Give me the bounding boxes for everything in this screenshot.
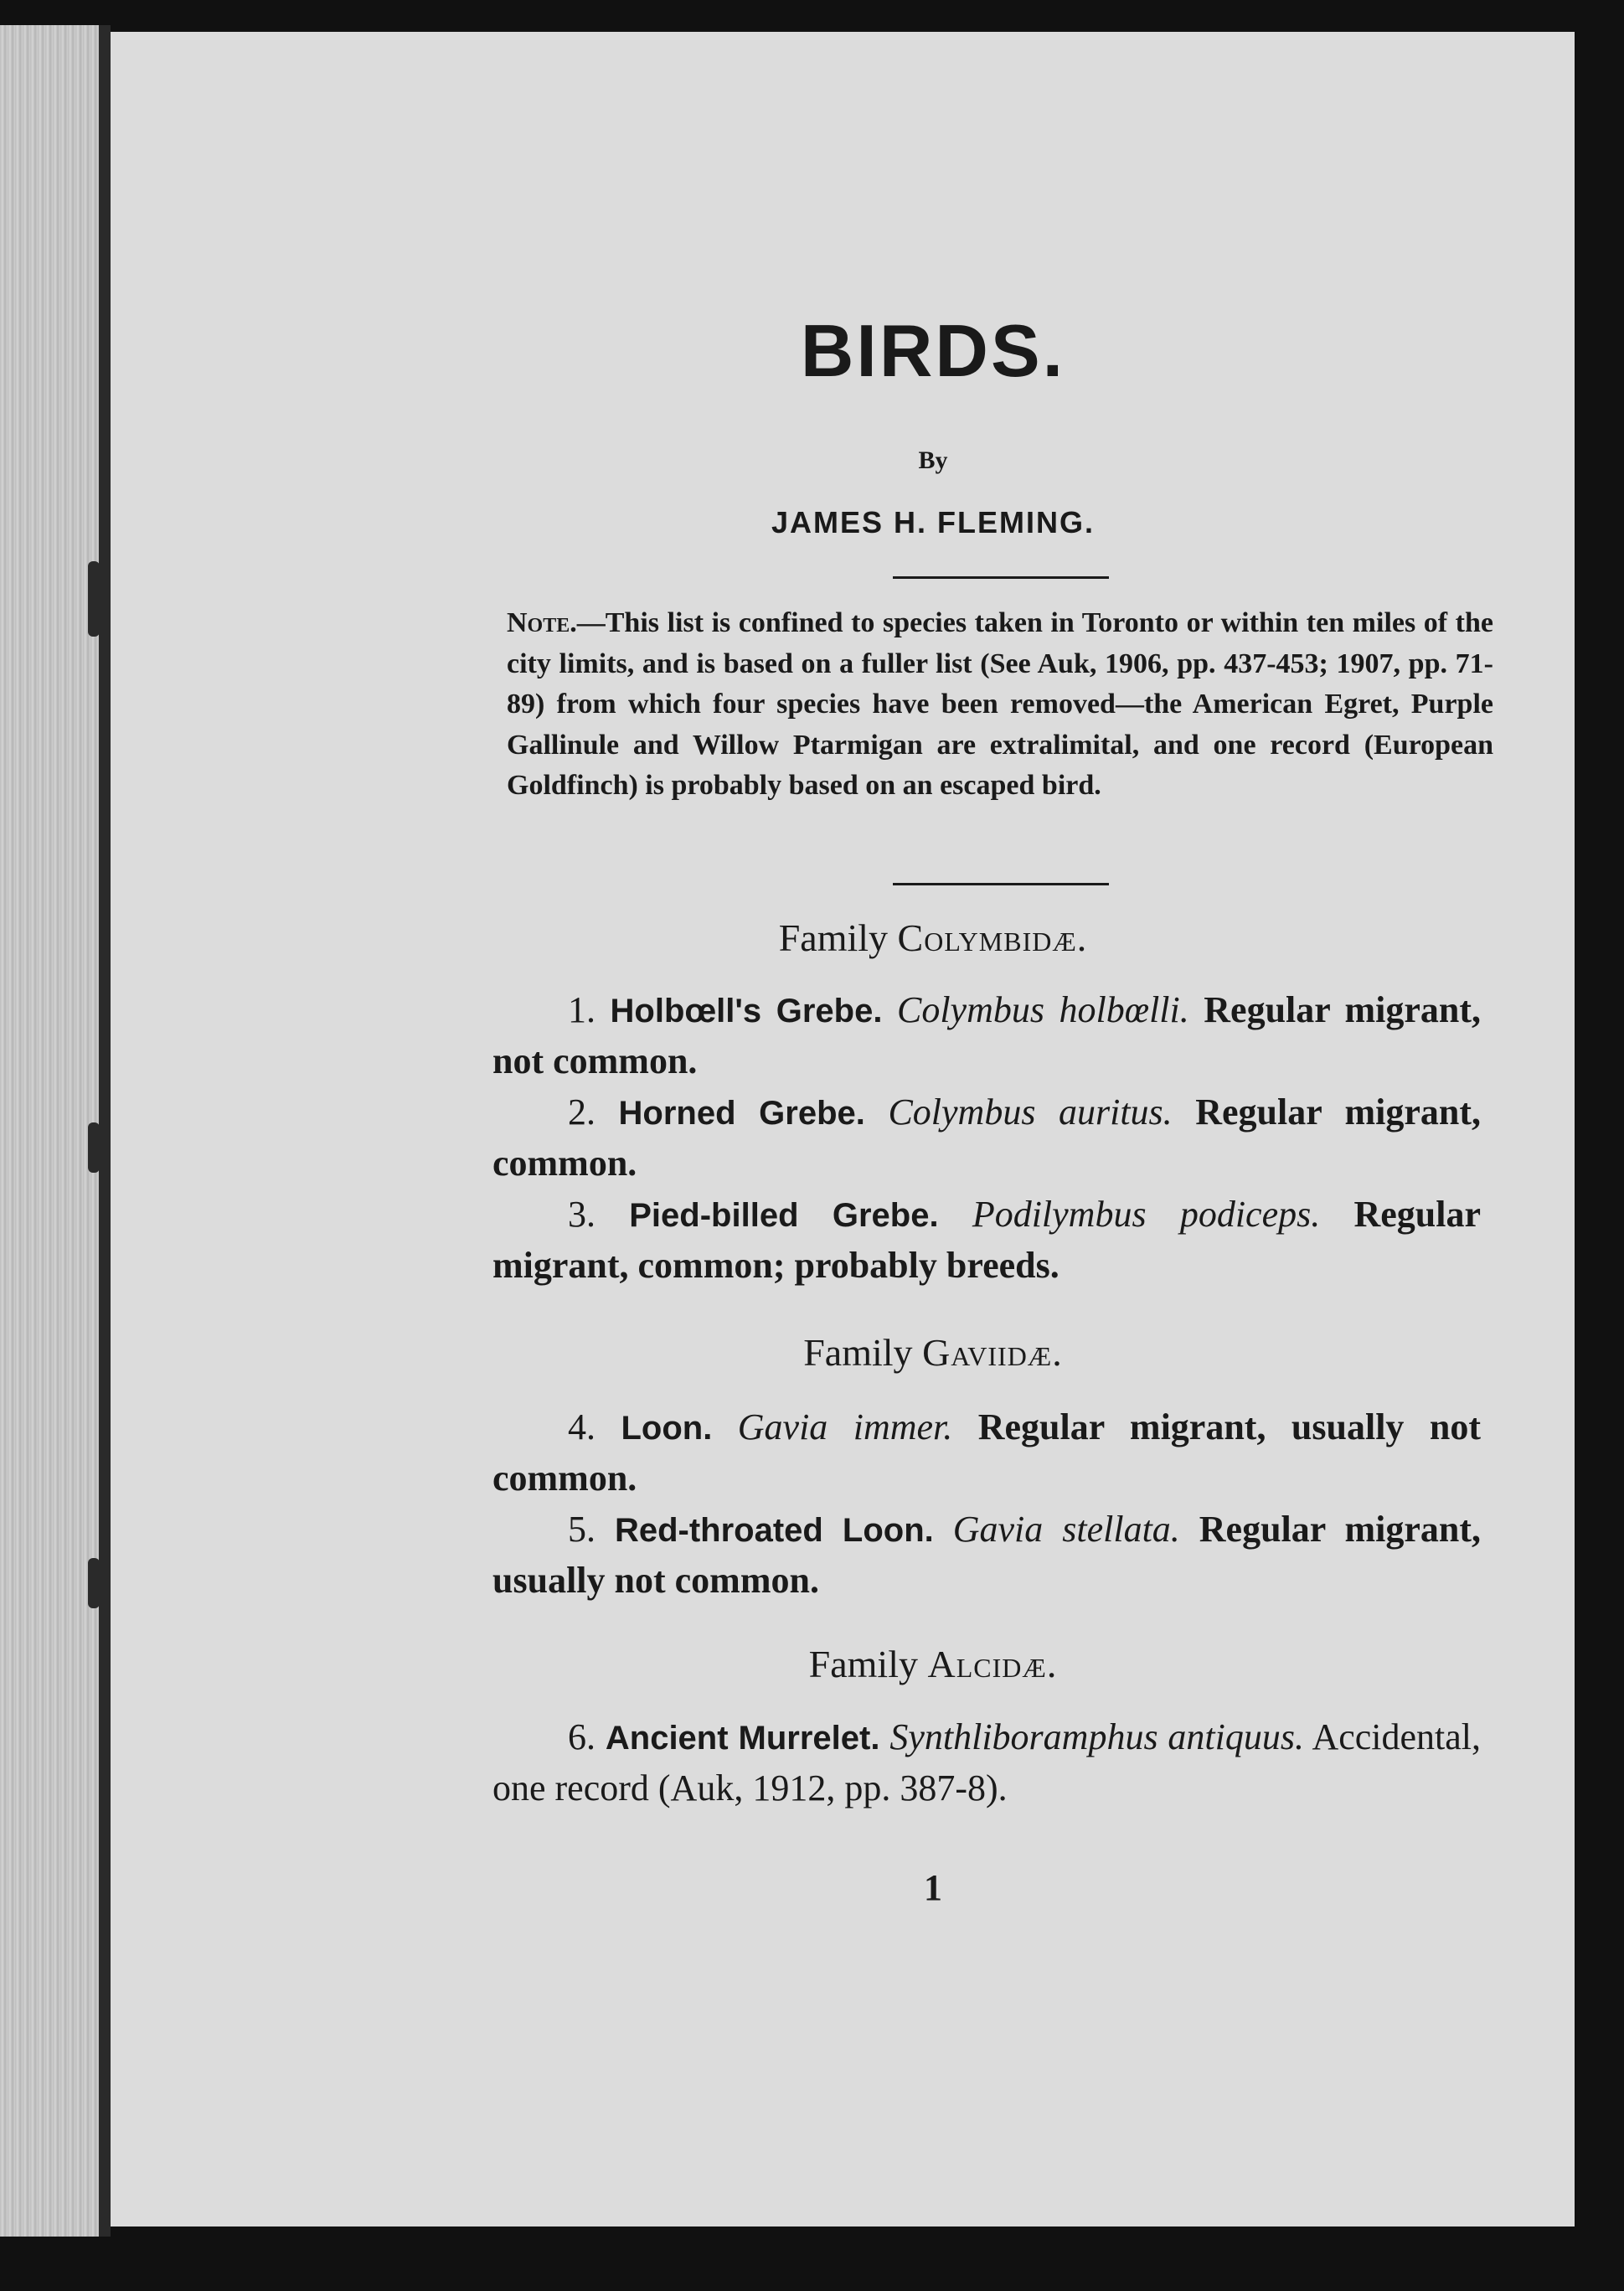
species-number: 6. [568,1716,595,1757]
species-entry [492,1087,1481,1189]
species-scientific-name: Colymbus holbœlli. [896,989,1189,1030]
page-title: BIRDS. [800,309,1066,392]
family-heading [385,1330,1481,1375]
binding-mark [88,561,100,637]
species-common-name: Holbœll's Grebe. [610,993,883,1029]
species-scientific-name: Podilymbus podiceps. [972,1194,1321,1235]
species-status: Regular migrant, common; probably breeds. [492,1194,1482,1286]
species-common-name: Loon. [621,1410,713,1447]
divider [893,576,1109,579]
author-name: JAMES H. FLEMING. [771,505,1096,539]
species-entry [492,1504,1481,1606]
species-number: 2. [568,1091,595,1133]
species-scientific-name: Synthliboramphus antiquus. [889,1716,1305,1757]
spine-edge [99,25,111,2237]
family-label: Family [778,916,889,959]
family-name: Colymbidæ. [897,916,1088,959]
divider [893,883,1109,885]
species-entry [492,1712,1481,1814]
note-text: —This list is confined to species taken in Toronto or within ten miles of the city limits, and is based on a fuller list (See Auk, 1906, pp. 437-453; 1907, pp. 71-89) from which four species have been removed—the American Egret, Purple Gallinule and Willow Ptarmigan are extralimital, and one record (European Goldfinch) is probably based on an escaped bird. [507,607,1493,801]
binding-mark [88,1122,100,1173]
species-status: Regular migrant, not common. [492,989,1482,1081]
species-number: 4. [568,1406,595,1447]
species-common-name: Pied-billed Grebe. [629,1197,939,1234]
family-heading [385,916,1481,960]
species-entry [492,985,1481,1086]
species-status: Regular migrant, usually not common. [492,1406,1481,1499]
page-number: 1 [924,1867,942,1908]
family-label: Family [803,1331,913,1374]
family-name: Alcidæ. [927,1643,1058,1685]
species-status: Regular migrant, usually not common. [492,1509,1481,1601]
species-common-name: Ancient Murrelet. [605,1720,880,1757]
family-label: Family [808,1643,918,1685]
page [111,32,1575,2227]
species-status: Accidental, one record (Auk, 1912, pp. 387-8). [492,1716,1482,1809]
byline: By [918,446,948,474]
family-name: Gaviidæ. [922,1331,1063,1374]
family-heading [385,1642,1481,1686]
species-scientific-name: Gavia immer. [737,1406,953,1447]
note-lead: Note. [507,607,577,638]
binding-mark [88,1558,100,1608]
species-entry [492,1402,1481,1504]
species-number: 1. [568,989,595,1030]
species-number: 3. [568,1194,595,1235]
species-common-name: Horned Grebe. [618,1095,865,1132]
species-common-name: Red-throated Loon. [614,1512,934,1549]
species-scientific-name: Gavia stellata. [952,1509,1180,1550]
species-status: Regular migrant, common. [492,1091,1481,1184]
species-number: 5. [568,1509,595,1550]
species-scientific-name: Colymbus auritus. [888,1091,1173,1133]
species-entry [492,1189,1481,1291]
note-paragraph [507,603,1493,807]
